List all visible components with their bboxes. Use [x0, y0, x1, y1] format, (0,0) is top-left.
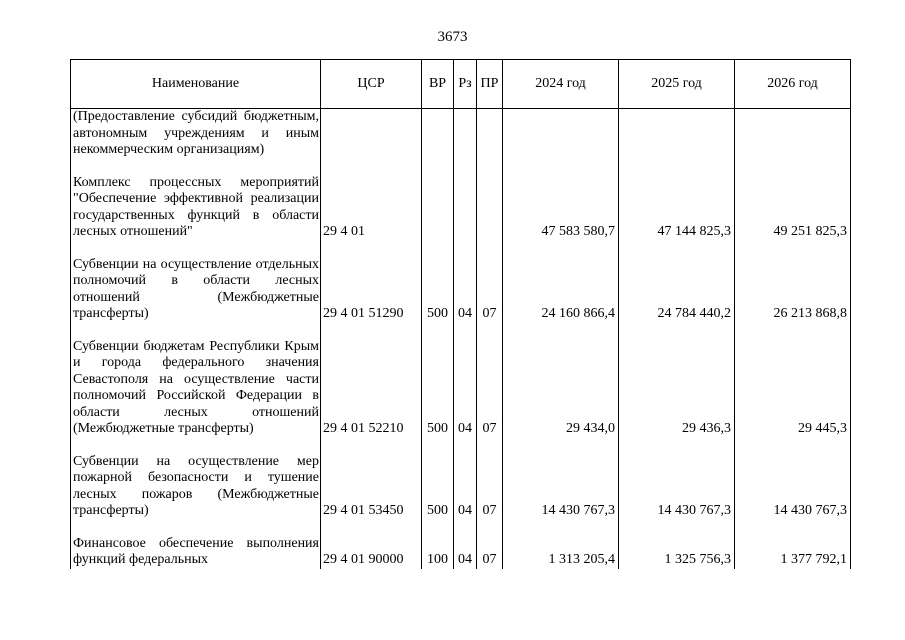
header-csr: ЦСР	[321, 60, 422, 109]
row-2026: 29 445,3	[735, 339, 851, 438]
table-row	[71, 339, 851, 438]
row-rz: 04	[454, 536, 477, 569]
row-vr	[422, 175, 454, 241]
table-row	[71, 454, 851, 520]
row-spacer	[71, 241, 851, 257]
header-rz: Рз	[454, 60, 477, 109]
row-name: Комплекс процессных мероприятий "Обеспечение эффективной реализации государственных функций в области лесных отношений"	[71, 175, 321, 241]
row-pr	[477, 175, 503, 241]
table-row	[71, 257, 851, 323]
row-csr: 29 4 01 53450	[321, 454, 422, 520]
row-vr: 500	[422, 257, 454, 323]
row-spacer	[71, 159, 851, 175]
row-rz: 04	[454, 454, 477, 520]
header-2025: 2025 год	[619, 60, 735, 109]
header-pr: ПР	[477, 60, 503, 109]
row-2024: 14 430 767,3	[503, 454, 619, 520]
header-2026: 2026 год	[735, 60, 851, 109]
row-csr: 29 4 01 52210	[321, 339, 422, 438]
row-2024	[503, 109, 619, 159]
row-vr	[422, 109, 454, 159]
row-spacer	[71, 323, 851, 339]
table-row	[71, 536, 851, 569]
row-2026: 49 251 825,3	[735, 175, 851, 241]
row-2024: 1 313 205,4	[503, 536, 619, 569]
row-name: Субвенции на осуществление мер пожарной безопасности и тушение лесных пожаров (Межбюджетные трансферты)	[71, 454, 321, 520]
row-2024: 29 434,0	[503, 339, 619, 438]
row-rz	[454, 109, 477, 159]
row-rz	[454, 175, 477, 241]
page-number: 3673	[437, 29, 468, 45]
row-2026: 26 213 868,8	[735, 257, 851, 323]
row-rz: 04	[454, 257, 477, 323]
row-2025: 1 325 756,3	[619, 536, 735, 569]
table-header-row	[71, 60, 851, 109]
row-pr: 07	[477, 339, 503, 438]
row-pr: 07	[477, 454, 503, 520]
row-2026: 14 430 767,3	[735, 454, 851, 520]
table-row	[71, 175, 851, 241]
row-rz: 04	[454, 339, 477, 438]
row-name: Субвенции на осуществление отдельных полномочий в области лесных отношений (Межбюджетные трансферты)	[71, 257, 321, 323]
row-vr: 500	[422, 454, 454, 520]
row-pr	[477, 109, 503, 159]
row-2025: 24 784 440,2	[619, 257, 735, 323]
row-csr: 29 4 01	[321, 175, 422, 241]
row-pr: 07	[477, 536, 503, 569]
header-2024: 2024 год	[503, 60, 619, 109]
row-2024: 47 583 580,7	[503, 175, 619, 241]
row-2025: 29 436,3	[619, 339, 735, 438]
row-csr	[321, 109, 422, 159]
row-spacer	[71, 520, 851, 536]
header-vr: ВР	[422, 60, 454, 109]
row-2025: 14 430 767,3	[619, 454, 735, 520]
header-name: Наименование	[71, 60, 321, 109]
row-csr: 29 4 01 90000	[321, 536, 422, 569]
row-2025: 47 144 825,3	[619, 175, 735, 241]
row-2025	[619, 109, 735, 159]
row-name: Субвенции бюджетам Республики Крым и города федерального значения Севастополя на осуществление части полномочий Российской Федерации в области лесных отношений (Межбюджетные трансферты)	[71, 339, 321, 438]
table-row	[71, 109, 851, 159]
row-vr: 100	[422, 536, 454, 569]
row-2026	[735, 109, 851, 159]
row-csr: 29 4 01 51290	[321, 257, 422, 323]
row-spacer	[71, 438, 851, 454]
row-2026: 1 377 792,1	[735, 536, 851, 569]
row-name: (Предоставление субсидий бюджетным, автономным учреждениям и иным некоммерческим организациям)	[71, 109, 321, 159]
row-pr: 07	[477, 257, 503, 323]
budget-table	[70, 59, 851, 569]
row-name: Финансовое обеспечение выполнения функций федеральных	[71, 536, 321, 569]
row-vr: 500	[422, 339, 454, 438]
row-2024: 24 160 866,4	[503, 257, 619, 323]
